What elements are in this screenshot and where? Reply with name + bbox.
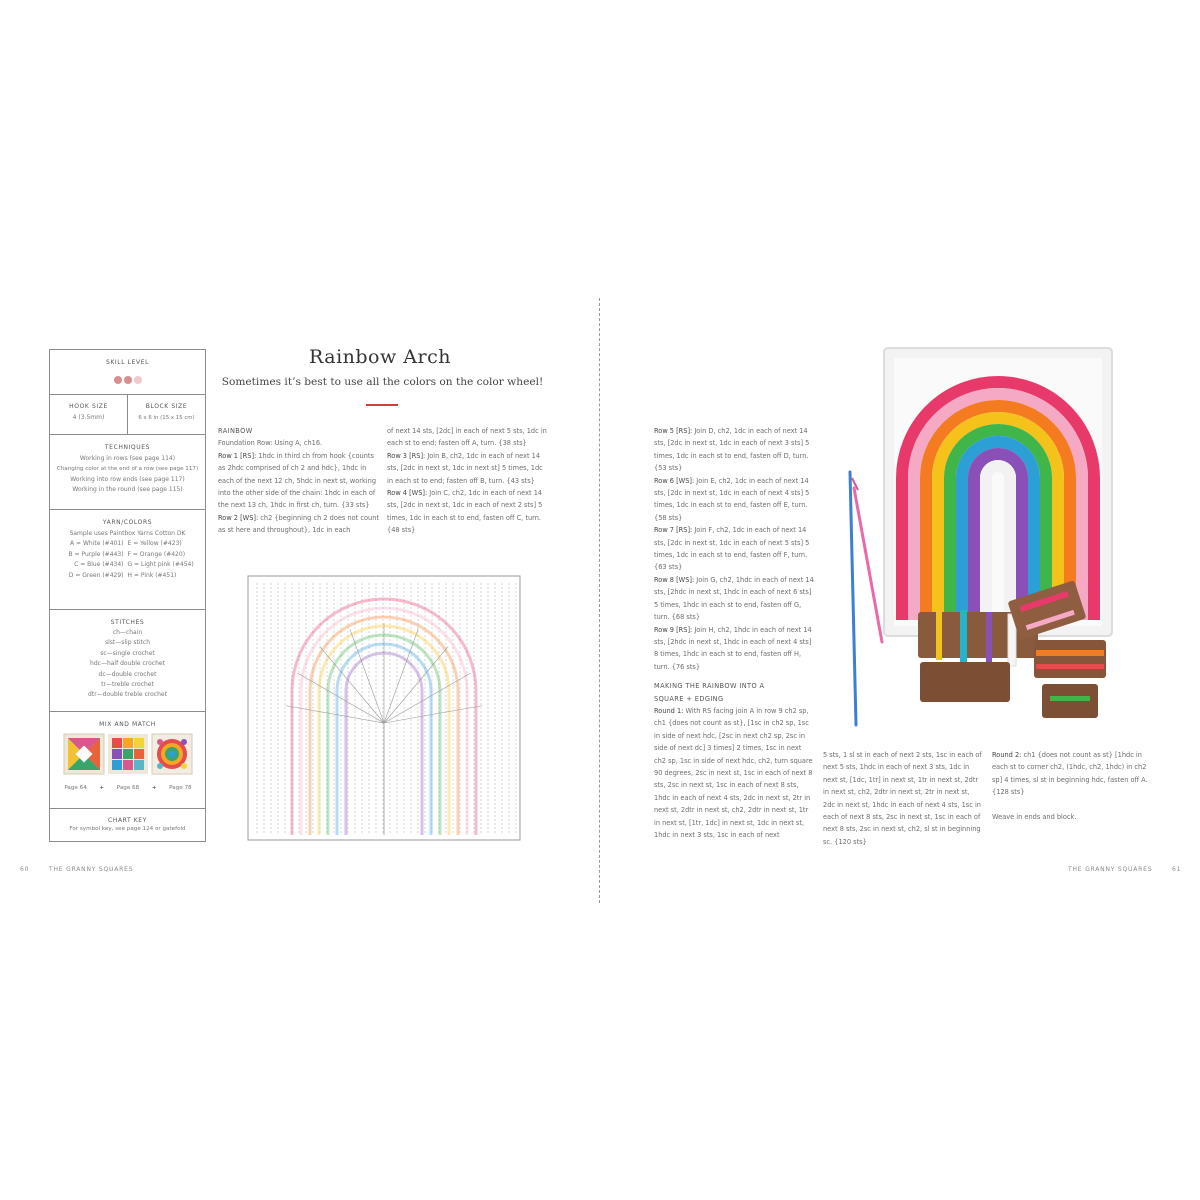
row-3-instruction: [387, 450, 549, 487]
skill-dot-empty-icon: [134, 376, 142, 384]
pattern-title: Rainbow Arch: [309, 346, 451, 368]
hook-size-cell: [50, 395, 128, 434]
row-4-instruction: [387, 487, 549, 537]
stitch-item: dtr—double treble crochet: [88, 691, 167, 699]
round-1-continued: 5 sts, 1 sl st in each of next 2 sts, 1sc in each of next 5 sts, 1hdc in each of next 3 sts, 1dc in next st, [1dc, 1tr] in next st, 1tr in next st, 2dtr in next st, ch2, 2dtr in next st, 2tr in next st, 2dc in next st, 1hdc in each of next 4 sts, 1sc in each of next 8 sts, 2sc in next st, 1sc in each of next 8 sts, 2sc in next st, ch2, sl st in beginning sc. {120 sts}: [823, 751, 982, 846]
stitch-item: hdc—half double crochet: [90, 660, 165, 668]
color-item: H = Pink (#451): [127, 571, 177, 579]
pattern-column-2: [387, 425, 549, 537]
row-label: Row 9 [RS]:: [654, 625, 693, 634]
yarn-colors-section: [50, 510, 205, 610]
pattern-column-4: [823, 749, 983, 848]
row-label: Row 3 [RS]:: [387, 451, 426, 460]
section-heading-edging-line-2: SQUARE + EDGING: [654, 694, 724, 703]
row-text: 1hdc in third ch from hook {counts as 2hdc comprised of ch 2 and hdc}, 1hdc in each of the next 12 ch, 5hdc in next st, working into the other side of the chain: 1hdc in each of the next 13 ch, 1hdc in first ch, turn. {33 sts}: [218, 451, 377, 510]
techniques-section: [50, 435, 205, 510]
page-gutter: [599, 298, 600, 903]
row-text: Join H, ch2, 1hdc in each of next 14 sts, [2hdc in next st, 1hdc in each of next 4 sts] 8 times, 1hdc in each st to end, fasten off H, turn. {76 sts}: [654, 625, 812, 671]
chart-key-text: For symbol key, see page 124 or gatefold: [69, 826, 186, 832]
finishing-note: Weave in ends and block.: [992, 812, 1077, 821]
round-2-instruction: [992, 749, 1152, 799]
row-text: Join G, ch2, 1hdc in each of next 14 sts, [2hdc in next st, 1hdc in each of next 6 sts] 5 times, 1hdc in each st to end, fasten off G, turn. {68 sts}: [654, 575, 814, 622]
color-item: A = White (#401): [70, 540, 124, 548]
row-5-instruction: [654, 425, 814, 475]
page-number-left: 60: [20, 866, 30, 873]
title-accent-rule: [366, 404, 398, 406]
row-text: Join F, ch2, 1dc in each of next 14 sts, [2dc in next st, 1dc in each of next 5 sts] 5 times, 1dc in each st to end, fasten off F, turn. {63 sts}: [654, 526, 810, 572]
pattern-info-sidebar: [49, 349, 206, 842]
section-heading-rainbow: RAINBOW: [218, 427, 253, 435]
stitch-item: sc—single crochet: [100, 649, 155, 657]
technique-item: Working in rows (see page 114): [79, 455, 176, 462]
mix-page-refs: [58, 783, 198, 793]
row-text: Join D, ch2, 1dc in each of next 14 sts, [2dc in next st, 1dc in each of next 3 sts] 5 times, 1dc in each st to end, fasten off D, turn. {53 sts}: [654, 427, 810, 473]
row-label: Row 1 [RS]:: [218, 451, 257, 460]
color-list: [50, 539, 205, 581]
stitch-item: ch—chain: [112, 629, 143, 636]
running-footer-left: THE GRANNY SQUARES: [49, 866, 134, 873]
thumbnail-x-square: [64, 734, 104, 774]
row-6-instruction: [654, 475, 814, 525]
block-size-value: 6 x 6 in (15 x 15 cm): [138, 415, 195, 421]
stitches-heading: STITCHES: [110, 619, 145, 626]
round-1-instruction: [654, 705, 814, 841]
purple-yarn: [986, 612, 992, 664]
hook-size-value: 4 (3.5mm): [72, 414, 105, 421]
row-7-instruction: [654, 524, 814, 574]
pattern-column-3: [654, 425, 814, 841]
mix-and-match-thumbnails: [62, 732, 194, 780]
techniques-heading: TECHNIQUES: [104, 444, 151, 451]
teal-yarn: [960, 610, 967, 662]
foundation-row: Foundation Row: Using A, ch16.: [218, 439, 323, 448]
row-2-continued: of next 14 sts, [2dc] in each of next 5 sts, 1dc in each st to end; fasten off A, turn. {38 sts}: [387, 427, 547, 448]
row-text: With RS facing join A in row 9 ch2 sp, ch1 {does not count as st}, [1sc in ch2 sp, 1sc in side of next hdc, [2sc in next ch2 sp, 2sc in side of next dc] 3 times] 2 times, 1sc in next ch2 sp, 1sc in side of next hdc, ch2, turn square 90 degrees, 2sc in next st, 1sc in each of next 8 sts, 2sc in next st, 1sc in each of next 8 sts, 1hdc in each of next 4 sts, 2dc in next st, 2tr in next st, 2dtr in next st, ch2, 2dtr in next st, 1tr in next st, [1tr, 1dc] in next st, 1dc in next st, 1hdc in next 3 sts, 1sc in each of next: [654, 706, 813, 839]
stitch-item: slst—slip stitch: [104, 639, 151, 647]
stitch-item: dc—double crochet: [98, 670, 157, 678]
yellow-yarn: [936, 608, 942, 660]
rainbow-square-photo: [836, 340, 1126, 740]
orange-yarn: [1036, 650, 1104, 656]
row-label: Row 5 [RS]:: [654, 427, 693, 435]
running-footer-right: THE GRANNY SQUARES: [1068, 866, 1153, 873]
section-heading-edging: MAKING THE RAINBOW INTO A: [654, 682, 765, 691]
mix-page-ref: Page 68: [116, 785, 140, 791]
blue-crochet-hook: [850, 472, 856, 725]
page-number-right: 61: [1172, 866, 1182, 873]
row-text: Join C, ch2, 1dc in each of next 14 sts, [2dc in next st, 1dc in each of next 2 sts] 5 times, 1dc in each st to end, fasten off C, turn. {48 sts}: [387, 489, 543, 535]
skill-level-section: [50, 350, 205, 395]
stitches-section: [50, 610, 205, 712]
hook-size-heading: HOOK SIZE: [69, 403, 108, 410]
color-item: B = Purple (#443): [68, 550, 124, 558]
skill-dot-filled-icon: [114, 376, 122, 384]
plus-sign: +: [99, 785, 105, 791]
stitch-item: tr—treble crochet: [101, 681, 154, 689]
hook-block-section: [50, 395, 205, 435]
technique-item: Changing color at the end of a row (see page 117): [56, 466, 199, 473]
pattern-column-1: [218, 425, 380, 537]
bobbin-card: [920, 662, 1010, 702]
yarn-intro: Sample uses Paintbox Yarns Cotton DK: [69, 530, 186, 537]
mix-page-ref: Page 64: [64, 785, 87, 791]
color-item: F = Orange (#420): [127, 550, 186, 558]
row-8-instruction: [654, 574, 814, 624]
row-label: Row 6 [WS]:: [654, 476, 695, 485]
row-label: Round 2:: [992, 751, 1022, 759]
row-text: Join B, ch2, 1dc in each of next 14 sts, [2dc in next st, 1dc in next st] 5 times, 1dc in each st to end; fasten off B, turn. {43 sts}: [387, 451, 543, 485]
row-1-instruction: [218, 450, 380, 512]
chart-key-heading: CHART KEY: [108, 817, 147, 824]
row-9-instruction: [654, 624, 814, 674]
color-item: D = Green (#429): [68, 571, 124, 579]
crochet-stitch-chart: [245, 573, 523, 843]
row-label: Row 4 [WS]:: [387, 489, 428, 498]
block-size-heading: BLOCK SIZE: [145, 403, 188, 410]
row-2-instruction: [218, 512, 380, 537]
color-item: E = Yellow (#423): [127, 540, 182, 548]
plus-sign: +: [151, 785, 157, 791]
skill-dot-filled-icon: [124, 376, 132, 384]
row-text: ch1 {does not count as st} [1hdc in each st to corner ch2, (1hdc, ch2, 1hdc) in ch2 sp] 4 times, sl st in beginning hdc, fasten off A. {128 sts}: [992, 751, 1148, 797]
color-item: C = Blue (#434): [74, 561, 124, 569]
row-label: Row 2 [WS]:: [218, 513, 259, 522]
color-item: G = Light pink (#454): [127, 561, 194, 569]
row-label: Row 7 [RS]:: [654, 526, 693, 535]
row-label: Round 1:: [654, 706, 684, 715]
thumbnail-grid-square: [108, 734, 148, 774]
mix-page-ref: Page 78: [169, 785, 192, 791]
chart-key-section: [50, 809, 205, 841]
row-text: Join E, ch2, 1dc in each of next 14 sts, [2dc in next st, 1dc in each of next 4 sts] 5 times, 1dc in each st to end, fasten off E, turn. {58 sts}: [654, 476, 810, 522]
pattern-subtitle: Sometimes it’s best to use all the colors on the color wheel!: [221, 376, 544, 388]
red-yarn: [1036, 664, 1104, 669]
block-size-cell: [128, 395, 205, 434]
mix-and-match-heading: MIX AND MATCH: [99, 721, 156, 728]
pink-crochet-hook: [854, 488, 882, 642]
row-label: Row 8 [WS]:: [654, 575, 695, 584]
mix-and-match-section: [50, 712, 205, 809]
thumbnail-popcorn-square: [152, 734, 192, 774]
technique-item: Working into row ends (see page 117): [70, 475, 185, 483]
yarn-colors-heading: YARN/COLORS: [102, 519, 153, 526]
skill-level-icons: [50, 369, 205, 388]
skill-level-heading: SKILL LEVEL: [105, 359, 150, 366]
pattern-column-5: [992, 749, 1152, 823]
bobbin-card: [1034, 640, 1106, 678]
row-text: ch2 {beginning ch 2 does not count as st here and throughout}, 1dc in each: [218, 513, 379, 535]
green-yarn: [1050, 696, 1090, 701]
technique-item: Working in the round (see page 115): [72, 486, 183, 494]
